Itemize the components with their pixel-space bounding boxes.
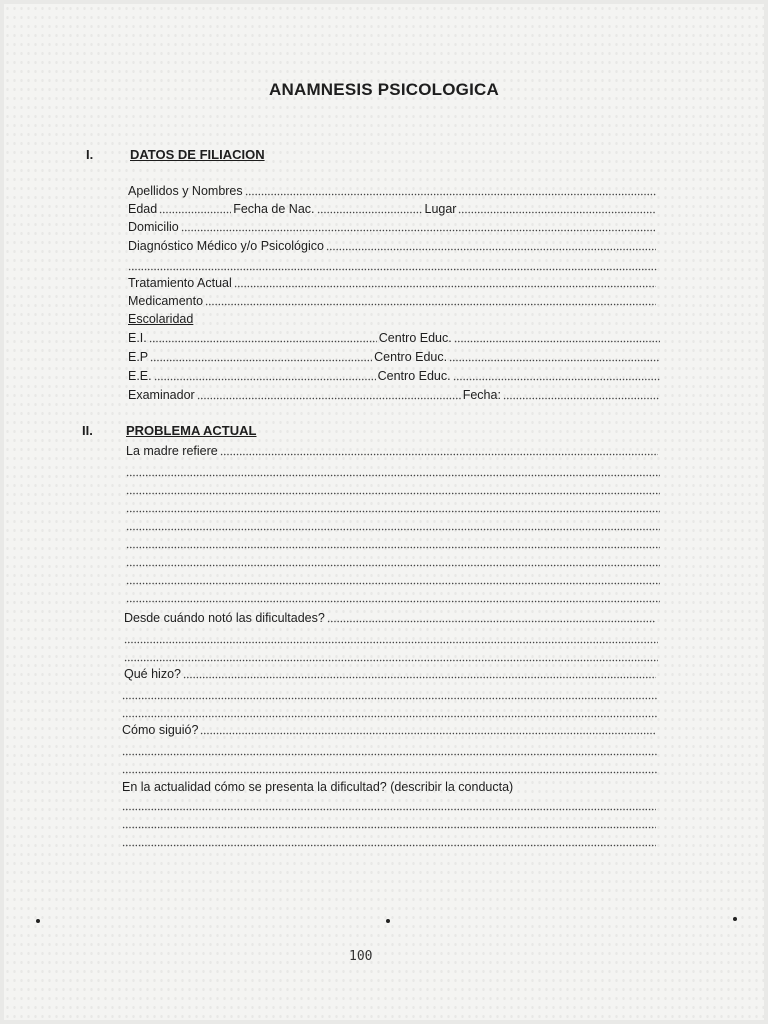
scan-speck: [36, 919, 40, 923]
fill-line[interactable]: [453, 378, 660, 381]
field-label: Lugar: [424, 202, 457, 216]
field-label: E.E.: [128, 369, 152, 383]
field-label: Domicilio: [128, 220, 179, 234]
field-apellidos-nombres[interactable]: [128, 182, 658, 198]
field-label: Examinador: [128, 388, 195, 402]
field-label: Apellidos y Nombres: [128, 184, 243, 198]
fill-line[interactable]: [126, 564, 660, 567]
fill-line[interactable]: [128, 268, 658, 271]
fill-line[interactable]: [122, 771, 658, 774]
field-label: Fecha de Nac.: [233, 202, 315, 216]
fill-line[interactable]: [200, 732, 656, 735]
field-label: Diagnóstico Médico y/o Psicológico: [128, 239, 324, 253]
fill-line[interactable]: [124, 641, 658, 644]
field-tratamiento[interactable]: [128, 274, 658, 290]
scan-speck: [733, 917, 737, 921]
fill-line[interactable]: [220, 453, 658, 456]
section-2-heading: PROBLEMA ACTUAL: [126, 423, 257, 438]
fill-line[interactable]: [245, 193, 656, 196]
field-domicilio[interactable]: [128, 218, 658, 234]
field-ei[interactable]: [128, 329, 662, 345]
field-diagnostico[interactable]: [128, 237, 658, 253]
field-label: E.P: [128, 350, 149, 364]
fill-line[interactable]: [126, 474, 660, 477]
fill-line[interactable]: [122, 715, 658, 718]
fill-line[interactable]: [327, 620, 656, 623]
section-1-heading: DATOS DE FILIACION: [130, 147, 265, 162]
fill-line[interactable]: [326, 248, 656, 251]
fill-line[interactable]: [197, 397, 461, 400]
fill-line[interactable]: [205, 303, 656, 306]
scan-speck: [386, 919, 390, 923]
fill-line[interactable]: [454, 340, 660, 343]
field-ee[interactable]: [128, 367, 662, 383]
fill-line[interactable]: [154, 378, 376, 381]
fill-line[interactable]: [126, 582, 660, 585]
fill-line[interactable]: [449, 359, 660, 362]
field-examinador-fecha[interactable]: [128, 386, 662, 402]
field-label: En la actualidad cómo se presenta la dificultad? (describir la conducta): [122, 780, 514, 794]
section-2-number: II.: [82, 423, 93, 438]
fill-line[interactable]: [122, 844, 656, 847]
section-1-number: I.: [86, 147, 94, 162]
form-page: [4, 4, 764, 1020]
fill-line[interactable]: [183, 676, 656, 679]
field-label: Edad: [128, 202, 158, 216]
field-actualidad: [122, 778, 662, 794]
fill-line[interactable]: [181, 229, 656, 232]
field-ep[interactable]: [128, 348, 662, 364]
field-madre-refiere[interactable]: [126, 442, 660, 458]
field-label: Tratamiento Actual: [128, 276, 232, 290]
fill-line[interactable]: [126, 510, 660, 513]
field-label: Centro Educ.: [374, 350, 448, 364]
fill-line[interactable]: [126, 528, 660, 531]
fill-line[interactable]: [149, 340, 377, 343]
fill-line[interactable]: [317, 211, 423, 214]
fill-line[interactable]: [458, 211, 656, 214]
fill-line[interactable]: [122, 753, 658, 756]
fill-line[interactable]: [126, 546, 660, 549]
field-edad-fecha-lugar[interactable]: [128, 200, 658, 216]
page-title: ANAMNESIS PSICOLOGICA: [269, 80, 499, 99]
field-medicamento[interactable]: [128, 292, 658, 308]
fill-line[interactable]: [122, 826, 656, 829]
field-label: Medicamento: [128, 294, 204, 308]
field-label: Desde cuándo notó las dificultades?: [124, 611, 325, 625]
fill-line[interactable]: [122, 697, 658, 700]
field-label: Centro Educ.: [377, 369, 451, 383]
fill-line[interactable]: [122, 808, 656, 811]
field-label: Escolaridad: [128, 312, 194, 326]
field-label: Qué hizo?: [124, 667, 181, 681]
fill-line[interactable]: [126, 600, 660, 603]
fill-line[interactable]: [126, 492, 660, 495]
field-desde-cuando[interactable]: [124, 609, 658, 625]
field-que-hizo[interactable]: [124, 665, 658, 681]
field-label: E.I.: [128, 331, 147, 345]
fill-line[interactable]: [234, 285, 656, 288]
field-label: La madre refiere: [126, 444, 218, 458]
field-como-siguio[interactable]: [122, 721, 658, 737]
fill-line[interactable]: [150, 359, 372, 362]
field-label: Cómo siguió?: [122, 723, 199, 737]
fill-line[interactable]: [159, 211, 231, 214]
fill-line[interactable]: [124, 659, 658, 662]
field-label: Fecha:: [462, 388, 501, 402]
fill-line[interactable]: [503, 397, 660, 400]
escolaridad-heading: [128, 310, 658, 326]
field-label: Centro Educ.: [378, 331, 452, 345]
page-number: 100: [349, 949, 373, 964]
